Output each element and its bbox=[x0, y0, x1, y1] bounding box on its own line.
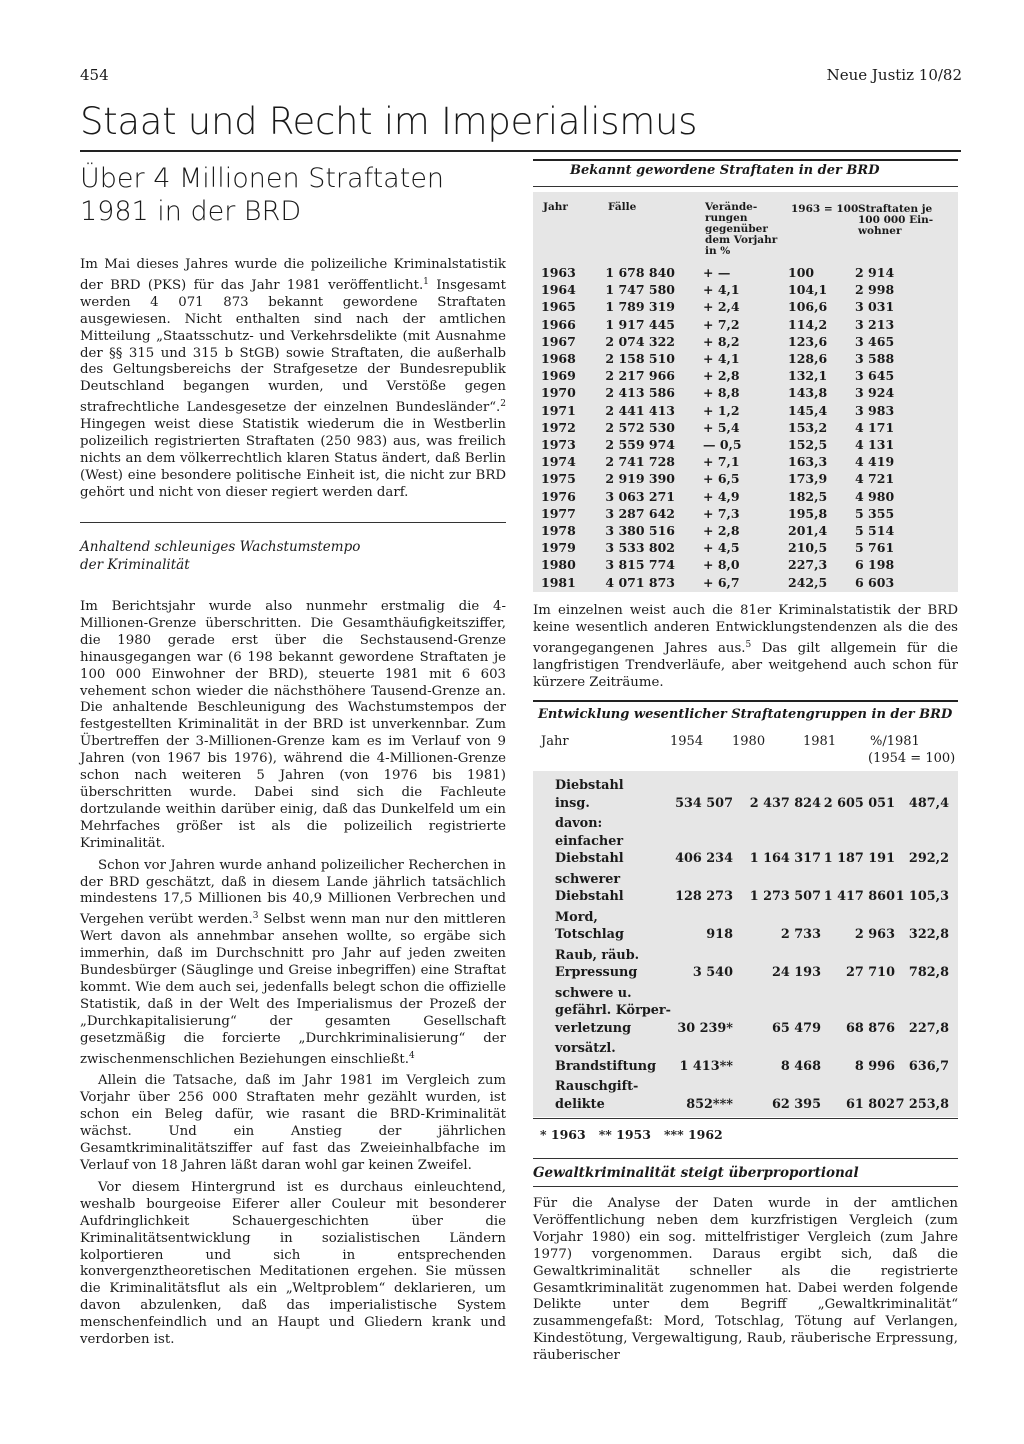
table2-header-pct-base: (1954 = 100) bbox=[868, 751, 956, 766]
year-cell: 1963 bbox=[541, 265, 576, 280]
footnote-ref: 3 bbox=[252, 911, 259, 922]
value-pct: 1 105,3 bbox=[895, 889, 949, 904]
left-column-body bbox=[80, 599, 506, 1349]
footnote-ref: 4 bbox=[408, 1050, 415, 1061]
category-label-line: schwere u. bbox=[555, 985, 632, 1001]
col-header-straftaten bbox=[858, 204, 933, 237]
year-cell: 1977 bbox=[541, 505, 576, 521]
year-cell: 1973 bbox=[541, 437, 576, 452]
header-line: wohner bbox=[858, 225, 902, 237]
table1-caption: Bekannt gewordene Straftaten in der BRD bbox=[570, 163, 880, 178]
table-row bbox=[533, 368, 958, 385]
journal-issue: Neue Justiz 10/82 bbox=[826, 66, 962, 84]
category-label-line: Diebstahl bbox=[555, 889, 624, 904]
value-1980: 62 395 bbox=[772, 1096, 821, 1112]
cases-cell: 3 063 271 bbox=[605, 488, 675, 504]
article-subtitle bbox=[80, 162, 460, 228]
category-label-line: Rauschgift- bbox=[555, 1079, 639, 1094]
change-cell: + 6,7 bbox=[703, 574, 740, 590]
header-line: rungen bbox=[705, 212, 748, 224]
intro-text: Im Mai dieses Jahres wurde die polizeiliche Kriminalstatistik der BRD (PKS) für das Jahr 1981 veröffentlicht. bbox=[80, 257, 506, 293]
value-1981: 1 187 191 bbox=[823, 851, 895, 866]
table2-header-jahr: Jahr bbox=[541, 734, 569, 749]
index-cell: 173,9 bbox=[788, 471, 828, 487]
rate-cell: 6 603 bbox=[855, 574, 895, 590]
index-cell: 132,1 bbox=[788, 368, 828, 384]
value-1980: 2 733 bbox=[780, 927, 821, 942]
table2-header-pct: %/1981 bbox=[870, 734, 920, 749]
right-paragraph-2 bbox=[533, 1196, 958, 1365]
table2-bottom-rule bbox=[533, 1118, 958, 1119]
cases-cell: 2 741 728 bbox=[605, 454, 675, 470]
paragraph-6: Für die Analyse der Daten wurde in der amtlichen Veröffentlichung neben dem kurzfristigen Vergleich (zum Vorjahr 1980) ein sog. mittelfristiger Vergleich (zum Jahre 1977) vorgenommen. Daraus ergibt sich, daß die Gewaltkriminalität schneller als die registrierte Gesamtkriminalität zugenommen hat. Dabei werden folgende Delikte unter dem Begriff „Gewaltkriminalität“ zusammengefaßt: Mord, Totschlag, Tötung auf Verlangen, Kindestötung, Vergewaltigung, Raub, räuberische Erpressung, räuberischer bbox=[533, 1196, 958, 1364]
rate-cell: 4 131 bbox=[855, 437, 895, 452]
table-row bbox=[533, 265, 958, 282]
col-header-index: 1963 = 100 bbox=[791, 203, 859, 215]
index-cell: 114,2 bbox=[788, 316, 828, 332]
year-cell: 1968 bbox=[541, 351, 576, 366]
change-cell: — 0,5 bbox=[703, 437, 742, 452]
change-cell: + 8,8 bbox=[703, 385, 740, 401]
rate-cell: 5 514 bbox=[855, 523, 895, 538]
change-cell: + 2,8 bbox=[703, 368, 740, 384]
table2-header-1980: 1980 bbox=[732, 734, 766, 749]
value-1981: 27 710 bbox=[846, 965, 895, 980]
value-1954: 406 234 bbox=[675, 851, 733, 866]
index-cell: 182,5 bbox=[788, 488, 828, 504]
table-row bbox=[533, 403, 958, 420]
value-1954: 852*** bbox=[686, 1096, 733, 1112]
value-pct: 782,8 bbox=[908, 965, 949, 980]
crime-table bbox=[533, 192, 958, 592]
change-cell: + 4,5 bbox=[703, 540, 740, 556]
rate-cell: 6 198 bbox=[855, 557, 895, 573]
change-cell: + 5,4 bbox=[703, 419, 740, 435]
category-label-line: Brandstiftung bbox=[555, 1058, 657, 1074]
cases-cell: 2 559 974 bbox=[605, 437, 675, 452]
table1-top-rule bbox=[533, 159, 958, 161]
table-row bbox=[533, 947, 958, 982]
year-cell: 1970 bbox=[541, 385, 576, 401]
value-1981: 8 996 bbox=[854, 1058, 895, 1074]
rate-cell: 4 721 bbox=[855, 471, 895, 487]
value-pct: 636,7 bbox=[908, 1058, 949, 1074]
category-label-line: verletzung bbox=[555, 1020, 632, 1036]
table-row bbox=[533, 506, 958, 523]
year-cell: 1975 bbox=[541, 471, 576, 487]
table-row bbox=[533, 523, 958, 540]
paragraph-2-text-b: Selbst wenn man nur den mittleren Wert davon als annehmbar ansehen wollte, so ergäbe sich immerhin, daß im Durchschnitt pro Jahr auf jeden zweiten Bundesbürger (Säuglinge und Greise inbegriffen) eine Straftat kommt. Wie dem auch sei, jedenfalls belegt schon die offizielle Statistik, daß in der Welt des Imperialismus der Prozeß der „Durchkapitalisierung“ der gesamten Gesellschaft gesetzmäßig die forcierte „Durchkriminalisierung“ der zwischenmenschlichen Beziehungen einschließt. bbox=[80, 912, 506, 1067]
index-cell: 128,6 bbox=[788, 351, 828, 366]
value-1980: 8 468 bbox=[780, 1058, 821, 1074]
rate-cell: 5 761 bbox=[855, 540, 895, 556]
cases-cell: 1 789 319 bbox=[605, 299, 675, 315]
year-cell: 1972 bbox=[541, 419, 576, 435]
table-row bbox=[533, 871, 958, 906]
year-cell: 1978 bbox=[541, 523, 576, 538]
rate-cell: 4 419 bbox=[855, 454, 895, 470]
table2-caption: Entwicklung wesentlicher Straftatengruppen in der BRD bbox=[538, 707, 953, 722]
index-cell: 242,5 bbox=[788, 574, 828, 590]
index-cell: 195,8 bbox=[788, 505, 828, 521]
paragraph-2 bbox=[80, 858, 506, 1069]
index-cell: 210,5 bbox=[788, 540, 828, 556]
value-1954: 128 273 bbox=[675, 889, 733, 904]
value-1980: 24 193 bbox=[772, 965, 821, 980]
cases-cell: 2 217 966 bbox=[605, 368, 675, 384]
index-cell: 100 bbox=[788, 265, 815, 280]
change-cell: + 6,5 bbox=[703, 471, 740, 487]
year-cell: 1965 bbox=[541, 299, 576, 315]
index-cell: 153,2 bbox=[788, 419, 828, 435]
header-line: Verände- bbox=[705, 201, 758, 213]
category-label-line: Diebstahl bbox=[555, 778, 624, 793]
intro-text-2: Insgesamt werden 4 071 873 bekannt gewordene Straftaten ausgewiesen. Nicht enthalten sind nach der amtlichen Mitteilung „Staatsschutz- und Verkehrsdelikte (mit Ausnahme der §§ 315 und 315 b StGB) sowie Straftaten, die außerhalb des Geltungsbereichs der Strafgesetze der Bundesrepublik Deutschland begangen wurden, und Verstöße gegen strafrechtliche Landesgesetze der einzelnen Bundesländer“. bbox=[80, 277, 506, 416]
footnote-ref: 5 bbox=[745, 639, 752, 650]
rate-cell: 2 998 bbox=[855, 282, 895, 298]
value-1980: 1 164 317 bbox=[749, 851, 821, 866]
paragraph-2-text: Schon vor Jahren wurde anhand polizeilicher Recherchen in der BRD geschätzt, daß in diesem Lande jährlich tatsächlich mindestens 17,5 Millionen bis 40,9 Millionen Verbrechen und Vergehen verübt werden. bbox=[80, 857, 506, 928]
table2-header-1981: 1981 bbox=[803, 734, 837, 749]
category-label-line: Raub, räub. bbox=[555, 947, 640, 963]
subtitle-line-1: Über 4 Millionen Straftaten bbox=[80, 163, 445, 194]
section-rule bbox=[80, 522, 506, 523]
change-cell: + 4,9 bbox=[703, 488, 740, 504]
value-1981: 2 605 051 bbox=[823, 795, 895, 811]
change-cell: + 7,1 bbox=[703, 454, 740, 470]
title-rule bbox=[80, 150, 961, 152]
index-cell: 123,6 bbox=[788, 333, 828, 349]
paragraph-3: Allein die Tatsache, daß im Jahr 1981 im Vergleich zum Vorjahr über 256 000 Straftaten mehr gezählt wurden, ist schon ein Beleg dafür, wie rasant die BRD-Kriminalität wächst. Und ein Anstieg der jährlichen Gesamtkriminalitätsziffer auf fast das Zweieinhalbfache im Verlauf von 18 Jahren läßt daran wohl gar keinen Zweifel. bbox=[80, 1073, 506, 1173]
col-header-veraenderung bbox=[705, 202, 777, 257]
table-row bbox=[533, 1040, 958, 1075]
cases-cell: 1 747 580 bbox=[605, 282, 675, 298]
change-cell: + 2,8 bbox=[703, 523, 740, 538]
table-row bbox=[533, 909, 958, 944]
subtitle-line-2: 1981 in der BRD bbox=[80, 196, 302, 227]
index-cell: 227,3 bbox=[788, 557, 828, 573]
value-pct: 227,8 bbox=[908, 1020, 949, 1036]
section-heading-line: der Kriminalität bbox=[80, 557, 190, 573]
page-title: Staat und Recht im Imperialismus bbox=[80, 100, 698, 143]
paragraph-4: Vor diesem Hintergrund ist es durchaus einleuchtend, weshalb bourgeoise Eiferer aller Couleur mit besonderer Aufdringlichkeit Schauergeschichten über die Kriminalitätsentwicklung in sozialistischen Ländern kolportieren und sich in entsprechenden konvergenztheoretischen Meditationen ergehen. Sie müssen die Kriminalitätsflut als ein „Weltproblem“ deklarieren, um davon abzulenken, daß das imperialistische System menschenfeindlich und an Haupt und Gliedern krank und verdorben ist. bbox=[80, 1179, 506, 1348]
value-pct: 7 253,8 bbox=[895, 1096, 949, 1112]
value-1980: 1 273 507 bbox=[749, 889, 821, 904]
rate-cell: 2 914 bbox=[855, 265, 895, 280]
cases-cell: 3 287 642 bbox=[605, 505, 675, 521]
section2-rule bbox=[533, 1158, 958, 1159]
section-heading-1 bbox=[80, 538, 506, 574]
year-cell: 1966 bbox=[541, 316, 576, 332]
rate-cell: 3 924 bbox=[855, 385, 895, 401]
category-label-line: Diebstahl bbox=[555, 851, 624, 866]
cases-cell: 2 158 510 bbox=[605, 351, 675, 366]
table2-top-rule bbox=[533, 700, 958, 702]
value-1981: 68 876 bbox=[846, 1020, 895, 1036]
rate-cell: 3 645 bbox=[855, 368, 895, 384]
index-cell: 152,5 bbox=[788, 437, 828, 452]
cases-cell: 3 380 516 bbox=[605, 523, 675, 538]
year-cell: 1974 bbox=[541, 454, 576, 470]
cases-cell: 2 919 390 bbox=[605, 471, 675, 487]
year-cell: 1967 bbox=[541, 333, 576, 349]
year-cell: 1964 bbox=[541, 282, 576, 298]
change-cell: + 2,4 bbox=[703, 299, 740, 315]
rate-cell: 3 031 bbox=[855, 299, 895, 315]
section-heading-line: Anhaltend schleuniges Wachstumstempo bbox=[80, 539, 361, 555]
cases-cell: 3 533 802 bbox=[605, 540, 675, 556]
change-cell: + — bbox=[703, 265, 731, 280]
value-1954: 918 bbox=[706, 927, 733, 942]
rate-cell: 3 213 bbox=[855, 316, 895, 332]
table-row bbox=[533, 489, 958, 506]
table-row bbox=[533, 299, 958, 316]
cases-cell: 2 413 586 bbox=[605, 385, 675, 401]
table-row bbox=[533, 334, 958, 351]
col-header-jahr: Jahr bbox=[543, 201, 568, 213]
change-cell: + 4,1 bbox=[703, 282, 740, 298]
category-label-line: Totschlag bbox=[555, 927, 624, 942]
category-label-line: davon: bbox=[555, 816, 603, 831]
value-1954: 3 540 bbox=[692, 965, 733, 980]
rate-cell: 3 983 bbox=[855, 402, 895, 418]
value-1954: 30 239* bbox=[677, 1020, 733, 1036]
col-header-faelle: Fälle bbox=[608, 201, 637, 213]
section2-rule-bottom bbox=[533, 1186, 958, 1187]
crime-group-table bbox=[533, 771, 958, 1117]
category-label-line: delikte bbox=[555, 1096, 605, 1112]
cases-cell: 2 572 530 bbox=[605, 419, 675, 435]
category-label-line: schwerer bbox=[555, 871, 621, 887]
value-pct: 487,4 bbox=[908, 795, 949, 811]
year-cell: 1976 bbox=[541, 488, 576, 504]
page-number: 454 bbox=[80, 66, 109, 84]
value-1980: 65 479 bbox=[772, 1020, 821, 1036]
value-pct: 292,2 bbox=[908, 851, 949, 866]
change-cell: + 4,1 bbox=[703, 351, 740, 366]
paragraph-5-text-b: Das gilt allgemein für die langfristigen Trendverläufe, aber weitgehend auch schon für kürzere Zeiträume. bbox=[533, 640, 958, 690]
cases-cell: 4 071 873 bbox=[605, 574, 675, 590]
value-1981: 2 963 bbox=[854, 927, 895, 942]
cases-cell: 2 441 413 bbox=[605, 402, 675, 418]
table-row bbox=[533, 471, 958, 488]
header-line: dem Vorjahr bbox=[705, 234, 778, 246]
change-cell: + 7,2 bbox=[703, 316, 740, 332]
value-1980: 2 437 824 bbox=[749, 795, 821, 811]
table-row bbox=[533, 317, 958, 334]
cases-cell: 3 815 774 bbox=[605, 557, 675, 573]
rate-cell: 3 588 bbox=[855, 351, 895, 366]
value-pct: 322,8 bbox=[908, 927, 949, 942]
change-cell: + 7,3 bbox=[703, 505, 740, 521]
right-paragraph-1 bbox=[533, 603, 958, 692]
index-cell: 163,3 bbox=[788, 454, 828, 470]
change-cell: + 1,2 bbox=[703, 402, 740, 418]
header-line: in % bbox=[705, 245, 731, 257]
category-label-line: insg. bbox=[555, 795, 590, 811]
table2-footnotes: * 1963 ** 1953 *** 1962 bbox=[540, 1127, 723, 1142]
footnote-ref: 1 bbox=[423, 276, 429, 287]
table2-header-1954: 1954 bbox=[670, 734, 704, 749]
year-cell: 1979 bbox=[541, 540, 576, 556]
paragraph-5-text: Im einzelnen weist auch die 81er Kriminalstatistik der BRD keine wesentlich anderen Entwicklungstendenzen als die des vorangegangenen Jahres aus. bbox=[533, 603, 958, 656]
header-line: gegenüber bbox=[705, 223, 768, 235]
rate-cell: 4 980 bbox=[855, 488, 895, 504]
index-cell: 201,4 bbox=[788, 523, 828, 538]
table-row bbox=[533, 282, 958, 299]
table-row bbox=[533, 557, 958, 574]
category-label-line: einfacher bbox=[555, 833, 624, 849]
category-label-line: Erpressung bbox=[555, 965, 638, 980]
table-row bbox=[533, 1078, 958, 1113]
paragraph-1: Im Berichtsjahr wurde also nunmehr erstmalig die 4-Millionen-Grenze überschritten. Die Gesamthäufigkeitsziffer, die 1980 gerade erst über die Sechstausend-Grenze hinausgegangen war (6 198 bekannt gewordene Straftaten je 100 000 Einwohner der BRD), steuerte 1981 mit 6 603 vehement schon wieder die nächsthöhere Tausend-Grenze an. Die anhaltende Beschleunigung des Wachstumstempos der festgestellten Kriminalität in der BRD ist unverkennbar. Zum Übertreffen der 3-Millionen-Grenze kam es im Verlauf von 9 Jahren (von 1967 bis 1976), während die 4-Millionen-Grenze schon nach weiteren 5 Jahren (von 1976 bis 1981) überschritten wurde. Dabei sind sich die Fachleute dortzulande weithin darüber einig, daß das Dunkelfeld um ein Mehrfaches größer ist als die polizeilich registrierte Kriminalität. bbox=[80, 599, 506, 851]
header-line: Straftaten je bbox=[858, 203, 933, 215]
table-row bbox=[533, 985, 958, 1038]
rate-cell: 5 355 bbox=[855, 505, 895, 521]
value-1981: 61 802 bbox=[846, 1096, 895, 1112]
value-1981: 1 417 860 bbox=[823, 889, 895, 904]
header-line: 100 000 Ein- bbox=[858, 214, 934, 226]
intro-paragraph bbox=[80, 257, 506, 502]
table-row bbox=[533, 777, 958, 812]
table-row bbox=[533, 815, 958, 868]
section-heading-2: Gewaltkriminalität steigt überproportional bbox=[533, 1165, 859, 1181]
year-cell: 1971 bbox=[541, 402, 576, 418]
table-row bbox=[533, 575, 958, 592]
index-cell: 104,1 bbox=[788, 282, 828, 298]
cases-cell: 2 074 322 bbox=[605, 333, 675, 349]
table-row bbox=[533, 454, 958, 471]
footnote-ref: 2 bbox=[500, 399, 506, 410]
year-cell: 1980 bbox=[541, 557, 576, 573]
year-cell: 1981 bbox=[541, 574, 576, 590]
year-cell: 1969 bbox=[541, 368, 576, 384]
index-cell: 143,8 bbox=[788, 385, 828, 401]
intro-text-3: Hingegen weist diese Statistik wiederum die in Westberlin polizeilich registrierten Straftaten (250 983) aus, was freilich nichts an dem völkerrechtlich klaren Status ändert, daß Berlin (West) eine besondere politische Einheit ist, die nicht zur BRD gehört und nicht von dieser regiert werden darf. bbox=[80, 417, 506, 500]
index-cell: 106,6 bbox=[788, 299, 828, 315]
category-label-line: Mord, bbox=[555, 909, 598, 925]
value-1954: 1 413** bbox=[679, 1058, 733, 1074]
table-row bbox=[533, 420, 958, 437]
value-1954: 534 507 bbox=[675, 795, 733, 811]
index-cell: 145,4 bbox=[788, 402, 828, 418]
category-label-line: vorsätzl. bbox=[555, 1041, 616, 1056]
cases-cell: 1 917 445 bbox=[605, 316, 675, 332]
category-label-line: gefährl. Körper- bbox=[555, 1003, 671, 1018]
table-row bbox=[533, 385, 958, 402]
table-row bbox=[533, 540, 958, 557]
change-cell: + 8,2 bbox=[703, 333, 740, 349]
cases-cell: 1 678 840 bbox=[605, 265, 675, 280]
rate-cell: 4 171 bbox=[855, 419, 895, 435]
change-cell: + 8,0 bbox=[703, 557, 740, 573]
rate-cell: 3 465 bbox=[855, 333, 895, 349]
table-row bbox=[533, 437, 958, 454]
table-row bbox=[533, 351, 958, 368]
table1-caption-rule bbox=[533, 186, 958, 187]
